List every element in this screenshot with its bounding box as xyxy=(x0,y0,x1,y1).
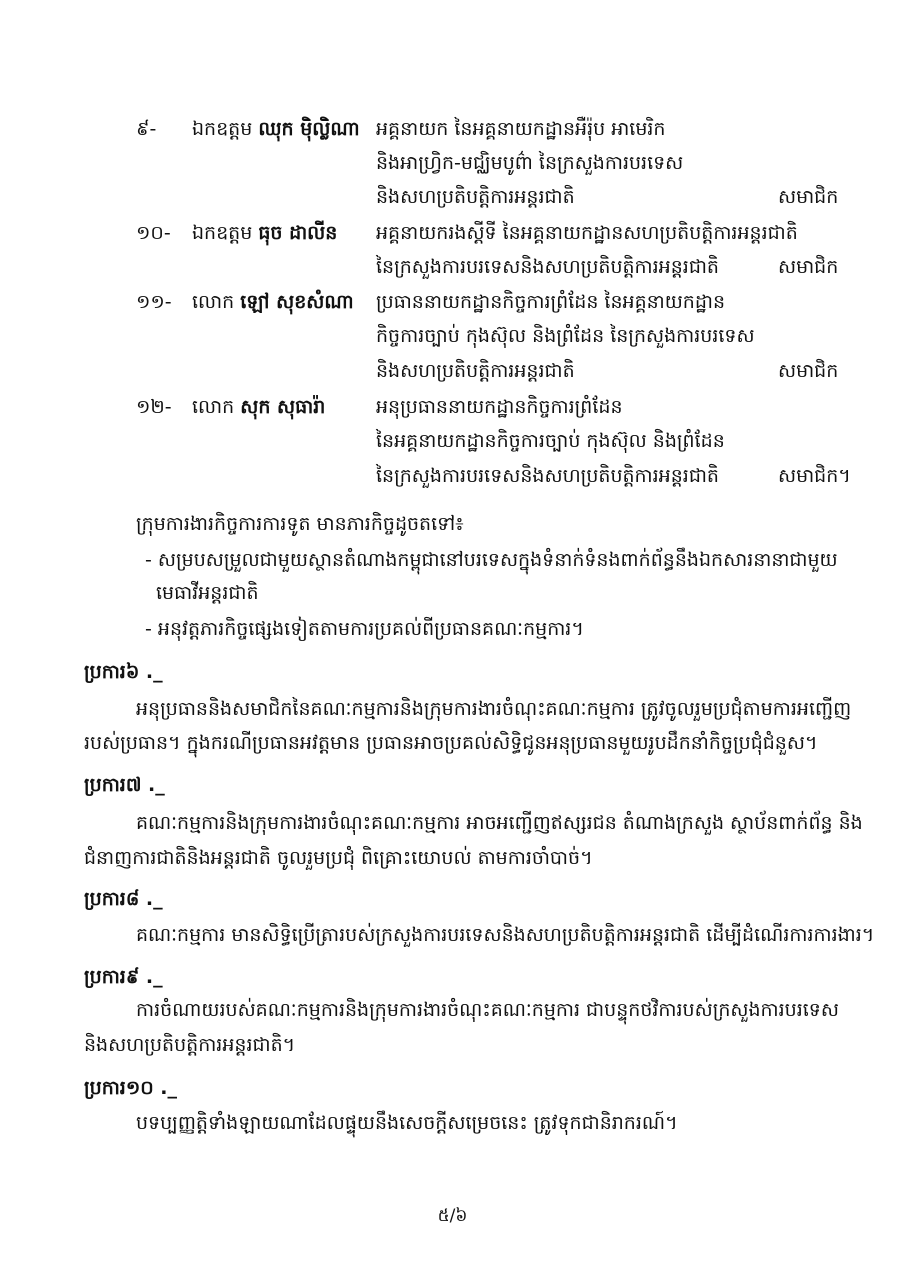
member-number: ៩- xyxy=(136,118,157,140)
article-text-line: របស់ប្រធាន។ ក្នុងករណីប្រធានអវត្តមាន ប្រធានអាចប្រគល់សិទ្ធិជូនអនុប្រធានមួយរូបដឹកនាំកិច្ចប្រជុំជំនួស។ xyxy=(84,732,818,754)
member-title-name xyxy=(192,218,337,248)
member-number: ១០- xyxy=(136,222,171,244)
member-position-line: កិច្ចការច្បាប់ កុងស៊ុល និងព្រំដែន នៃក្រសួងការបរទេស xyxy=(376,325,755,347)
member-title: ឯកឧត្តម xyxy=(192,118,253,140)
duty-item: - អនុវត្តភារកិច្ចផ្សេងទៀតតាមការប្រគល់ពីប្រធានគណៈកម្មការ។ xyxy=(145,618,584,640)
duty-item: - សម្របសម្រួលជាមួយស្ថានតំណាងកម្ពុជានៅបរទេសក្នុងទំនាក់ទំនងពាក់ព័ន្ធនឹងឯកសារនានាជាមួយ xyxy=(145,549,838,571)
member-position-line: នៃក្រសួងការបរទេសនិងសហប្រតិបត្តិការអន្តរជាតិ xyxy=(376,256,719,278)
member-position-line: អនុប្រធាននាយកដ្ឋានកិច្ចការព្រំដែន xyxy=(376,396,623,418)
member-number: ១២- xyxy=(136,396,172,418)
member-role: សមាជិក xyxy=(778,256,839,278)
article-heading: ប្រការ៦ ._ xyxy=(84,661,163,683)
member-title-name xyxy=(192,114,360,144)
member-role: សមាជិក xyxy=(778,186,839,208)
article-heading: ប្រការ១០ ._ xyxy=(84,1077,178,1099)
article-text-line: និងសហប្រតិបត្តិការអន្តរជាតិ។ xyxy=(84,1034,296,1056)
member-title: លោក xyxy=(192,291,235,313)
member-title-name xyxy=(192,392,325,422)
member-position-line: ប្រធាននាយកដ្ឋានកិច្ចការព្រំដែន នៃអគ្គនាយកដ្ឋាន xyxy=(376,291,726,313)
member-position-line: អគ្គនាយករងស្តីទី នៃអគ្គនាយកដ្ឋានសហប្រតិបត្តិការអន្តរជាតិ xyxy=(376,222,798,244)
member-role: សមាជិក។ xyxy=(778,465,851,487)
article-heading: ប្រការ៩ ._ xyxy=(84,966,163,988)
article-text-line: ការចំណាយរបស់គណៈកម្មការនិងក្រុមការងារចំណុះគណៈកម្មការ ជាបន្ទុកថវិការបស់ក្រសួងការបរទេស xyxy=(136,999,839,1021)
page-number: ៥/៦ xyxy=(437,1206,468,1226)
member-title: លោក xyxy=(192,396,235,418)
member-position-line: នៃអគ្គនាយកដ្ឋានកិច្ចការច្បាប់ កុងស៊ុល និងព្រំដែន xyxy=(376,430,725,452)
article-text-line: អនុប្រធាននិងសមាជិកនៃគណៈកម្មការនិងក្រុមការងារចំណុះគណៈកម្មការ ត្រូវចូលរួមប្រជុំតាមការអញ្ជើញ xyxy=(136,698,852,720)
article-text-line: គណៈកម្មការនិងក្រុមការងារចំណុះគណៈកម្មការ អាចអញ្ជើញឥស្សរជន តំណាងក្រសួង ស្ថាប័នពាក់ព័ន្ធ និង xyxy=(136,812,863,834)
member-position-line: និងអាហ្វ្រិក-មជ្ឈិមបូព៌ា នៃក្រសួងការបរទេស xyxy=(376,152,684,174)
member-role: សមាជិក xyxy=(778,360,839,382)
member-position-line: អគ្គនាយក នៃអគ្គនាយកដ្ឋានអឺរ៉ុប អាមេរិក xyxy=(376,118,666,140)
duty-item-continuation: មេធាវីអន្តរជាតិ xyxy=(156,582,259,604)
member-position-line: នៃក្រសួងការបរទេសនិងសហប្រតិបត្តិការអន្តរជាតិ xyxy=(376,465,719,487)
article-heading: ប្រការ៨ ._ xyxy=(84,888,163,910)
member-title-name xyxy=(192,287,354,317)
member-name: សុក សុធារ៉ា xyxy=(240,396,326,418)
member-title: ឯកឧត្តម xyxy=(192,222,253,244)
article-text-line: គណៈកម្មការ មានសិទ្ធិប្រើត្រារបស់ក្រសួងការបរទេសនិងសហប្រតិបត្តិការអន្តរជាតិ ដើម្បីដំណើរការការងារ។ xyxy=(136,924,875,946)
duties-intro: ក្រុមការងារកិច្ចការការទូត មានភារកិច្ចដូចតទៅ៖ xyxy=(136,513,464,535)
member-position-line: និងសហប្រតិបត្តិការអន្តរជាតិ xyxy=(376,186,575,208)
article-text-line: ជំនាញការជាតិនិងអន្តរជាតិ ចូលរួមប្រជុំ ពិគ្រោះយោបល់ តាមការចាំបាច់។ xyxy=(84,847,593,869)
member-position-line: និងសហប្រតិបត្តិការអន្តរជាតិ xyxy=(376,360,575,382)
member-name: ឡៅ សុខសំណា xyxy=(240,291,354,313)
article-text-line: បទប្បញ្ញត្តិទាំងឡាយណាដែលផ្ទុយនឹងសេចក្តីសម្រេចនេះ ត្រូវទុកជានិរាករណ៍។ xyxy=(136,1112,678,1134)
member-name: ធុច ដាលីន xyxy=(258,222,338,244)
member-name: ឈុក ម៉ិល្លិណា xyxy=(258,118,360,140)
article-heading: ប្រការ៧ ._ xyxy=(84,774,165,796)
member-number: ១១- xyxy=(136,291,172,313)
